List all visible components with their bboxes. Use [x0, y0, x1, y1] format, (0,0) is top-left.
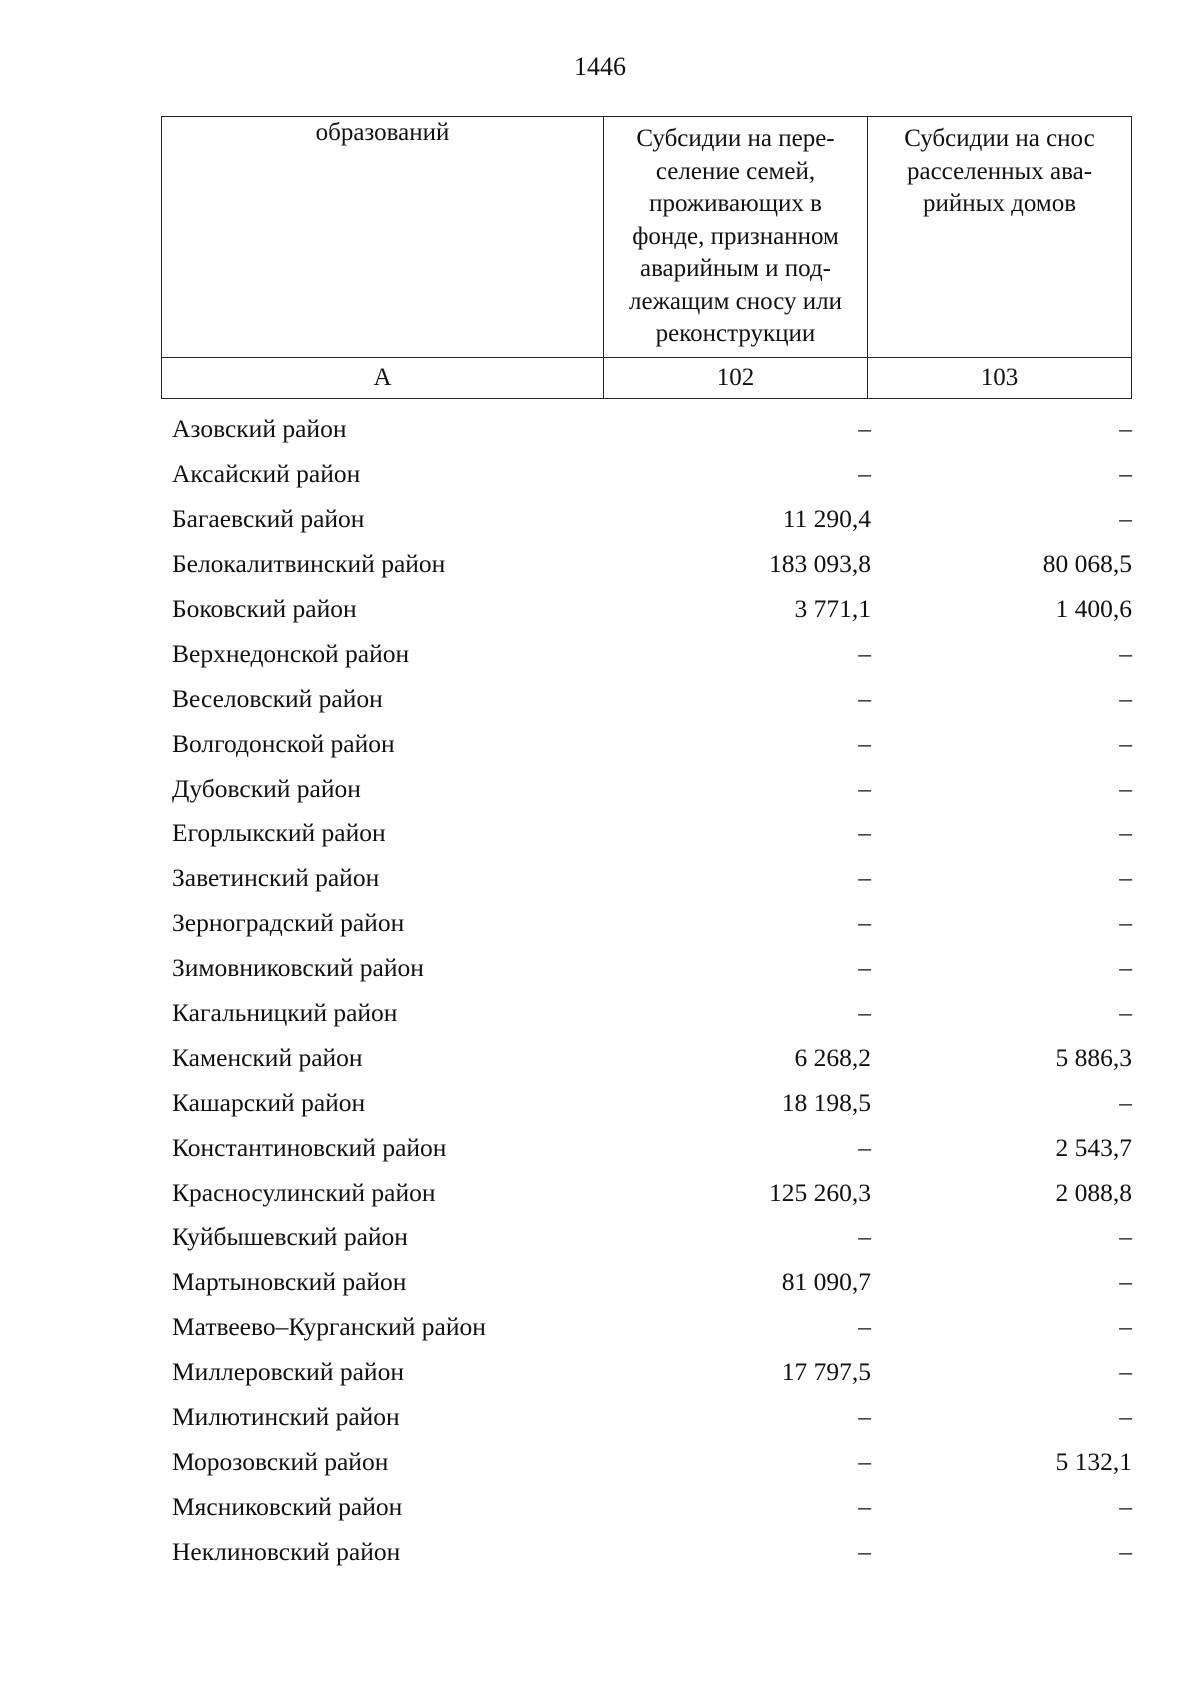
resettlement-subsidy-value: – — [858, 414, 871, 444]
district-name: Константиновский район — [172, 1132, 447, 1162]
resettlement-subsidy-value: – — [858, 1446, 871, 1476]
resettlement-subsidy-value: 6 268,2 — [794, 1042, 871, 1072]
demolition-subsidy-value: 2 543,7 — [1055, 1132, 1132, 1162]
resettlement-subsidy-value: – — [858, 1312, 871, 1342]
district-name: Дубовский район — [172, 773, 361, 803]
table-row — [161, 766, 1132, 811]
table-row — [161, 811, 1132, 856]
demolition-subsidy-value: 5 132,1 — [1055, 1446, 1132, 1476]
demolition-subsidy-value: – — [1119, 1087, 1132, 1117]
table-row — [161, 676, 1132, 721]
district-name: Мясниковский район — [172, 1491, 403, 1521]
table-row — [161, 1170, 1132, 1215]
demolition-subsidy-value: 2 088,8 — [1055, 1177, 1132, 1207]
resettlement-subsidy-value: – — [858, 998, 871, 1028]
table-row — [161, 1529, 1132, 1574]
header-row — [162, 117, 1132, 358]
table-row — [161, 587, 1132, 632]
column-number-a: А — [162, 357, 604, 399]
table-row — [161, 407, 1132, 452]
column-number-102: 102 — [604, 357, 868, 399]
resettlement-subsidy-value: – — [858, 1222, 871, 1252]
demolition-subsidy-value: – — [1119, 953, 1132, 983]
table-row — [161, 542, 1132, 587]
demolition-subsidy-value: – — [1119, 728, 1132, 758]
district-name: Кашарский район — [172, 1087, 366, 1117]
demolition-subsidy-value: – — [1119, 459, 1132, 489]
resettlement-subsidy-value: – — [858, 908, 871, 938]
resettlement-subsidy-value: – — [858, 683, 871, 713]
district-name: Веселовский район — [172, 683, 383, 713]
district-name: Верхнедонской район — [172, 638, 410, 668]
demolition-subsidy-value: – — [1119, 1536, 1132, 1566]
table-row — [161, 1305, 1132, 1350]
district-name: Багаевский район — [172, 504, 365, 534]
resettlement-subsidy-value: 3 771,1 — [794, 594, 871, 623]
table-body — [161, 407, 1132, 1574]
resettlement-subsidy-value: – — [858, 1402, 871, 1432]
demolition-subsidy-value: – — [1119, 638, 1132, 668]
resettlement-subsidy-value: – — [858, 863, 871, 893]
demolition-subsidy-value: – — [1119, 414, 1132, 444]
demolition-subsidy-value: – — [1119, 773, 1132, 803]
district-name: Красносулинский район — [172, 1177, 436, 1207]
district-name: Зимовниковский район — [172, 953, 424, 983]
resettlement-subsidy-value: 183 093,8 — [769, 549, 871, 579]
demolition-subsidy-value: – — [1119, 1402, 1132, 1432]
table-row — [161, 1350, 1132, 1395]
resettlement-subsidy-value: – — [858, 1132, 871, 1162]
table-row — [161, 856, 1132, 901]
table-row — [161, 1215, 1132, 1260]
demolition-subsidy-value: – — [1119, 1267, 1132, 1297]
district-name: Азовский район — [172, 414, 347, 444]
table-row — [161, 452, 1132, 497]
resettlement-subsidy-value: 17 797,5 — [781, 1357, 871, 1387]
page-number: 1446 — [574, 52, 626, 81]
district-name: Мартыновский район — [172, 1267, 407, 1297]
table-header — [161, 116, 1132, 399]
district-name: Милютинский район — [172, 1402, 400, 1432]
resettlement-subsidy-value: – — [858, 638, 871, 668]
resettlement-subsidy-value: 125 260,3 — [769, 1177, 871, 1207]
resettlement-subsidy-value: – — [858, 1491, 871, 1521]
resettlement-subsidy-value: 11 290,4 — [782, 504, 871, 534]
resettlement-subsidy-value: – — [858, 773, 871, 803]
demolition-subsidy-value: 5 886,3 — [1055, 1042, 1132, 1072]
table-row — [161, 991, 1132, 1036]
table-row — [161, 946, 1132, 991]
demolition-subsidy-value: – — [1119, 683, 1132, 713]
district-name: Волгодонской район — [172, 728, 395, 758]
table-row — [161, 901, 1132, 946]
demolition-subsidy-value: 80 068,5 — [1042, 549, 1132, 579]
header-municipality: образований — [162, 117, 604, 358]
demolition-subsidy-value: – — [1119, 998, 1132, 1028]
table-row — [161, 1395, 1132, 1440]
table-row — [161, 1484, 1132, 1529]
demolition-subsidy-value: – — [1119, 863, 1132, 893]
demolition-subsidy-value: – — [1119, 818, 1132, 848]
resettlement-subsidy-value: – — [858, 1536, 871, 1566]
demolition-subsidy-value: – — [1119, 1312, 1132, 1342]
header-resettlement-subsidies: Субсидии на пере- селение семей, проживающих в фонде, признанном аварийным и под- лежащим сносу или реконструкции — [604, 117, 868, 358]
table-row — [161, 497, 1132, 542]
column-number-103: 103 — [868, 357, 1132, 399]
resettlement-subsidy-value: – — [858, 728, 871, 758]
column-number-row — [162, 357, 1132, 399]
district-name: Боковский район — [172, 594, 357, 623]
table-row — [161, 631, 1132, 676]
resettlement-subsidy-value: 81 090,7 — [781, 1267, 871, 1297]
district-name: Куйбышевский район — [172, 1222, 408, 1252]
resettlement-subsidy-value: – — [858, 818, 871, 848]
district-name: Морозовский район — [172, 1446, 389, 1476]
district-name: Аксайский район — [172, 459, 361, 489]
district-name: Кагальницкий район — [172, 998, 398, 1028]
resettlement-subsidy-value: 18 198,5 — [781, 1087, 871, 1117]
district-name: Заветинский район — [172, 863, 380, 893]
table-row — [161, 721, 1132, 766]
demolition-subsidy-value: – — [1119, 504, 1132, 534]
district-name: Каменский район — [172, 1042, 363, 1072]
header-demolition-subsidies: Субсидии на снос расселенных ава- рийных домов — [868, 117, 1132, 358]
demolition-subsidy-value: – — [1119, 1491, 1132, 1521]
district-name: Белокалитвинский район — [172, 549, 446, 579]
table-row — [161, 1260, 1132, 1305]
table-row — [161, 1439, 1132, 1484]
demolition-subsidy-value: – — [1119, 908, 1132, 938]
district-name: Егорлыкский район — [172, 818, 386, 848]
resettlement-subsidy-value: – — [858, 953, 871, 983]
district-name: Миллеровский район — [172, 1357, 404, 1387]
demolition-subsidy-value: – — [1119, 1357, 1132, 1387]
table-row — [161, 1035, 1132, 1080]
district-name: Матвеево–Курганский район — [172, 1312, 486, 1342]
resettlement-subsidy-value: – — [858, 459, 871, 489]
demolition-subsidy-value: 1 400,6 — [1055, 594, 1132, 623]
district-name: Неклиновский район — [172, 1536, 401, 1566]
demolition-subsidy-value: – — [1119, 1222, 1132, 1252]
district-name: Зерноградский район — [172, 908, 405, 938]
table-row — [161, 1080, 1132, 1125]
table-row — [161, 1125, 1132, 1170]
